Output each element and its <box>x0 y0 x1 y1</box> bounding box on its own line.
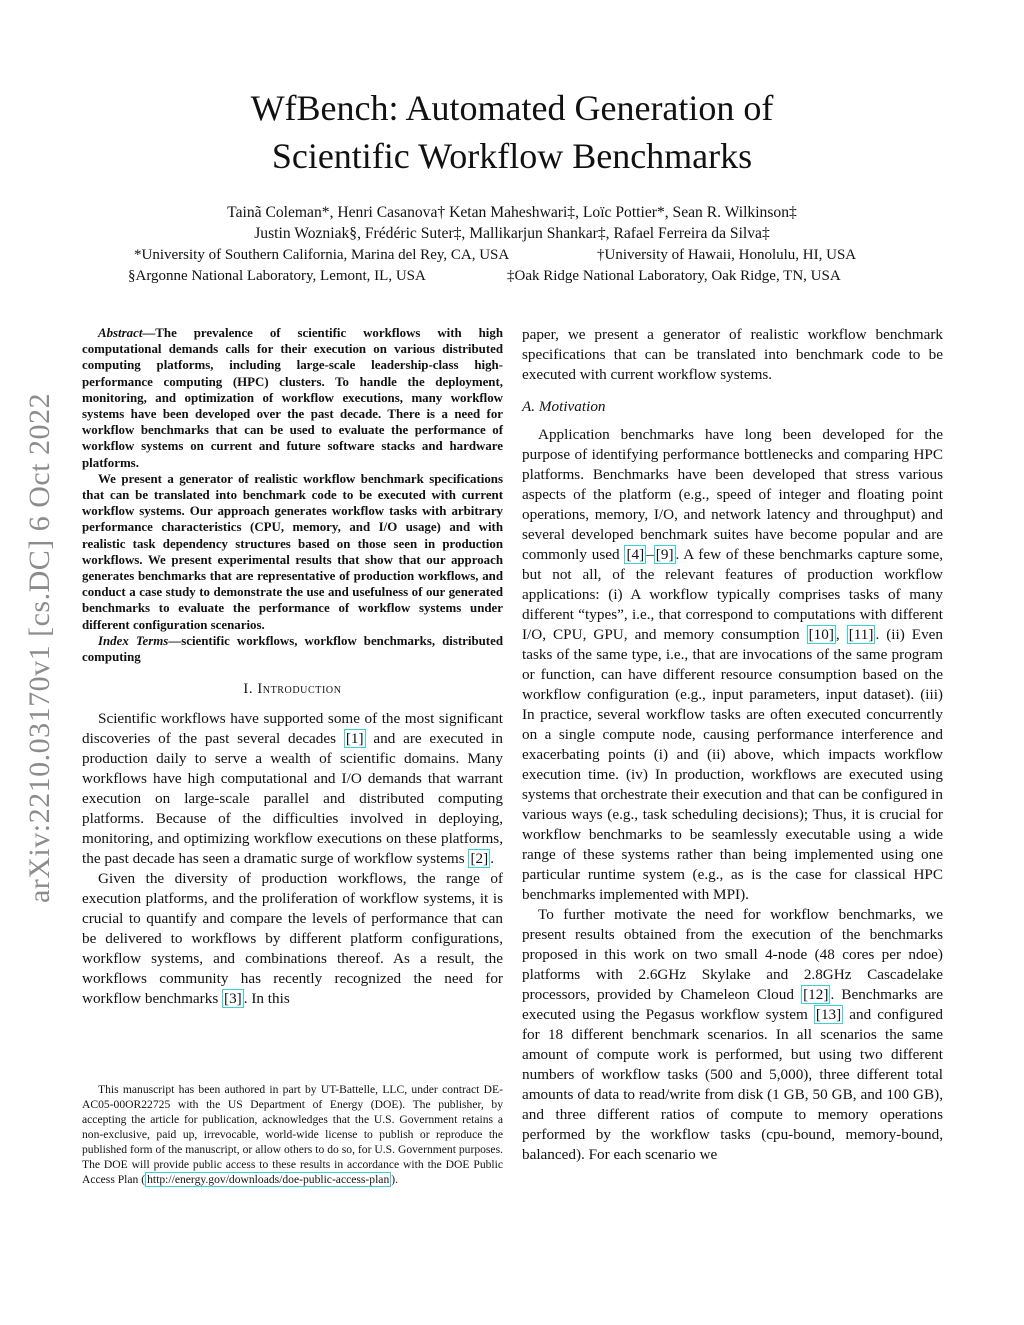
footnote-text: This manuscript has been authored in part by UT-Battelle, LLC, under contract DE-AC05-00OR22725 with the US Department of Energy (DOE). The publisher, by accepting the article for publication, acknowledges that the U.S. Government retains a non-exclusive, paid up, irrevocable, world-wide license to publish or reproduce the published form of the manuscript, or allow others to do so, for U.S. Government purposes. The DOE will provide public access to these results in accordance with the DOE Public Access Plan <box>82 1083 503 1186</box>
index-terms-label: Index Terms <box>98 633 169 648</box>
motivation-p1-text-a: Application benchmarks have long been developed for the purpose of identifying performance bottlenecks and comparing HPC platforms. Benchmarks have been developed that stress various aspects of the platform (e.g., speed of integer and floating point operations, memory, I/O, and network latency and throughput) and several developed benchmark suites have become popular and are commonly used <box>522 426 943 563</box>
arxiv-identifier-text: arXiv:2210.03170v1 [cs.DC] 6 Oct 2022 <box>23 392 57 903</box>
intro-p1-text-b: and are executed in production daily to serve a wealth of scientific domains. Many workflows have high computational and I/O demands that warrant execution on large-scale parallel and distributed computing platforms. Because of the difficulties involved in deploying, monitoring, and optimizing workflow executions on these platforms, the past decade has seen a dramatic surge of workflow systems <box>82 730 503 868</box>
motivation-p2-text-a: To further motivate the need for workflow benchmarks, we present results obtained from the execution of the benchmarks proposed in this work on two small 4-node (48 cores per ndoe) platforms with 2.6GHz Skylake and 2.8GHz Cascadelake processors, provided by Chameleon Cloud <box>522 906 943 1003</box>
funding-footnote <box>82 1082 503 1187</box>
intro-p2-text-a: Given the diversity of production workflows, the range of execution platforms, and the proliferation of workflow systems, it is crucial to quantify and compare the levels of performance that can be delivered to workflows by different platform configurations, workflow systems, and combinations thereof. As a result, the workflows community has recently recognized the need for workflow benchmarks <box>82 870 503 1008</box>
abstract-text: —The prevalence of scientific workflows with high computational demands calls for their execution on various distributed computing platforms, including large-scale leadership-class high-performance computing (HPC) clusters. To handle the deployment, monitoring, and optimization of workflow executions, many workflow systems have been developed over the past decade. There is a need for workflow benchmarks that can be used to evaluate the performance of workflow systems on current and future software stacks and hardware platforms. <box>82 326 503 470</box>
citation-range-dash: – <box>646 546 654 563</box>
citation-link-12[interactable]: [12] <box>803 986 829 1003</box>
subsection-heading-motivation: A. Motivation <box>522 398 606 415</box>
intro-p1-text-a: Scientific workflows have supported some of the most significant discoveries of the past several decades <box>82 710 503 748</box>
motivation-p1-text-c: . (ii) Even tasks of the same type, i.e., that are invocations of the same program or function, can have different resource consumption based on the workflow configuration (e.g., input parameters, input dataset). (iii) In practice, several workflow tasks are often executed concurrently on a single compute node, causing performance interference and exacerbating points (i) and (ii) above, which impacts workflow execution time. (iv) In production, workflows are executed using systems that orchestrate their execution and that can be configured in various ways (e.g., task scheduling decisions); Thus, it is crucial for workflow benchmarks to be seamlessly executable using a wide range of these systems rather than being implemented using one particular runtime system (e.g., as is the case for classical HPC benchmarks implemented with MPI). <box>522 626 943 903</box>
left-column <box>82 325 503 1009</box>
citation-link-10[interactable]: [10] <box>808 626 834 643</box>
citation-link-4[interactable]: [4] <box>626 546 645 563</box>
intro-paragraph-2 <box>82 869 503 1009</box>
index-terms <box>82 633 503 665</box>
abstract-label: Abstract <box>98 326 143 340</box>
motivation-p2-text-c: and configured for 18 different benchmark scenarios. In all scenarios the same amount of compute work is performed, but using two different numbers of workflow tasks (500 and 5,000), three different total amounts of data to read/write from disk (1 GB, 50 GB, and 100 GB), and three different ratios of compute to memory operations performed by the workflow tasks (cpu-bound, memory-bound, balanced). For each scenario we <box>522 1006 944 1163</box>
author-line-2: Justin Wozniak§, Frédéric Suter‡, Mallikarjun Shankar‡, Rafael Ferreira da Silva‡ <box>254 225 770 242</box>
section-title: Introduction <box>257 681 342 698</box>
section-heading-introduction <box>82 679 503 699</box>
arxiv-identifier <box>18 365 62 930</box>
affiliation-hawaii: †University of Hawaii, Honolulu, HI, USA <box>597 247 857 263</box>
intro-p2-text-b: . In this <box>243 990 290 1008</box>
abstract-paragraph <box>82 325 503 471</box>
affiliation-usc: *University of Southern California, Marina del Rey, CA, USA <box>134 247 510 263</box>
author-line-1: Tainã Coleman*, Henri Casanova† Ketan Maheshwari‡, Loïc Pottier*, Sean R. Wilkinson‡ <box>227 204 797 221</box>
motivation-p1-text-b: . A few of these benchmarks capture some, but not all, of the relevant features of production workflow applications: (i) A workflow typically comprises tasks of many different “types”, i.e., that correspond to computations with different I/O, CPU, GPU, and memory consumption <box>522 546 943 643</box>
citation-link-9[interactable]: [9] <box>655 546 674 563</box>
section-number: I. <box>243 681 258 698</box>
author-list <box>100 202 924 244</box>
doe-access-plan-link[interactable]: http://energy.gov/downloads/doe-public-access-plan <box>147 1173 390 1186</box>
abstract-paragraph-2: We present a generator of realistic workflow benchmark specifications that can be translated into benchmark code to be executed with current workflow systems. Our approach generates workflow tasks with arbitrary performance characteristics (CPU, memory, and I/O usage) and with realistic task dependency structures based on those seen in production workflows. We present experimental results that show that our approach generates benchmarks that are representative of production workflows, and conduct a case study to demonstrate the use and usefulness of our generated benchmarks to evaluate the performance of workflow systems under different configuration scenarios. <box>82 471 503 632</box>
footnote-paren-close: ). <box>391 1173 399 1186</box>
paper-title <box>120 84 904 180</box>
motivation-p2-text-b: . Benchmarks are executed using the Pegasus workflow system <box>522 986 943 1023</box>
citation-link-1[interactable]: [1] <box>345 730 364 748</box>
citation-link-11[interactable]: [11] <box>848 626 874 643</box>
citation-link-2[interactable]: [2] <box>470 850 489 868</box>
intro-paragraph-1 <box>82 709 503 869</box>
title-line-1: WfBench: Automated Generation of <box>250 88 774 128</box>
right-paragraph-0: paper, we present a generator of realistic workflow benchmark specifications that can be translated into benchmark code to be executed with current workflow systems. <box>522 326 943 383</box>
affiliation-ornl: ‡Oak Ridge National Laboratory, Oak Ridge, TN, USA <box>507 268 841 284</box>
title-line-2: Scientific Workflow Benchmarks <box>271 136 753 176</box>
citation-comma: , <box>835 626 847 643</box>
motivation-paragraph-2 <box>522 905 943 1165</box>
citation-link-3[interactable]: [3] <box>224 990 242 1008</box>
motivation-paragraph-1 <box>522 425 943 905</box>
footnote-paren-open: ( <box>141 1173 146 1186</box>
index-terms-text: —scientific workflows, workflow benchmarks, distributed computing <box>82 633 503 665</box>
affiliation-argonne: §Argonne National Laboratory, Lemont, IL, USA <box>128 268 426 284</box>
citation-link-13[interactable]: [13] <box>815 1006 842 1023</box>
right-column <box>522 325 943 1165</box>
intro-p1-end: . <box>490 850 494 868</box>
